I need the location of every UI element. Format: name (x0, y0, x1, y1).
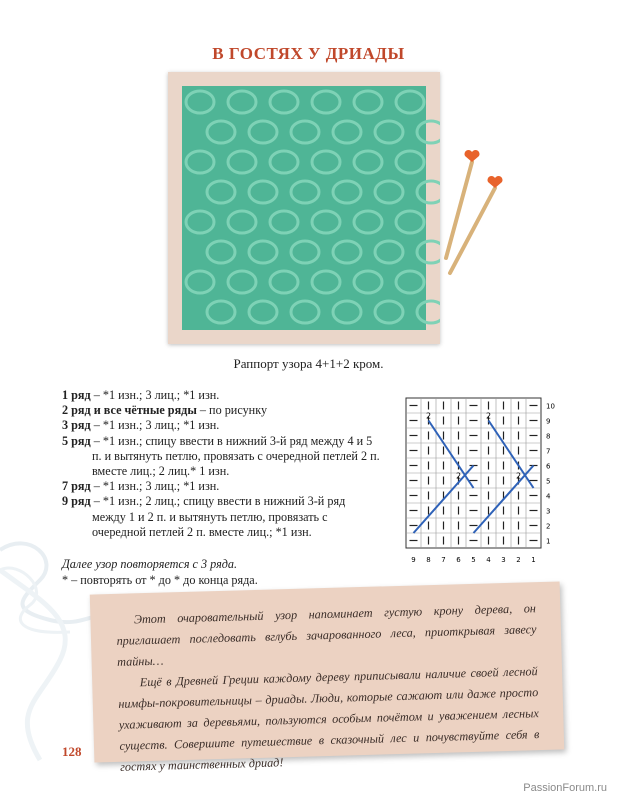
instruction-row-3: 3 ряд – *1 изн.; 3 лиц.; *1 изн. (62, 418, 220, 433)
story-paragraph-2: Ещё в Древней Греции каждому дереву приписывали наличие своей лесной нимфы-покровительницы – дриады. Люди, которые сажают или даже просто ухаживают за деревьями, пользуются особым почётом и уважением лесных существ. Совершите путешествие в сказочный лес и почувствуйте себя в гостях у таинственных дриад! (118, 664, 540, 774)
chart-row-number: 8 (546, 432, 551, 441)
instruction-row-5: 5 ряд – *1 изн.; спицу ввести в нижний 3-й ряд между 4 и 5 п. и вытянуть петлю, провязать с очередной петлей 2 п. вместе лиц.; 2 лиц.* 1 изн. (62, 433, 380, 479)
chart-row-number: 2 (546, 522, 551, 531)
chart-row-number: 4 (546, 492, 551, 501)
chart-col-number: 8 (426, 556, 431, 564)
chart-marker: 2 (515, 471, 522, 481)
chart-row-number: 5 (546, 477, 551, 486)
knitting-needles-icon (440, 148, 510, 278)
chart-row-number: 3 (546, 507, 551, 516)
chart-col-number: 4 (486, 556, 491, 564)
chart-marker: 2 (455, 471, 462, 481)
instruction-row-2: 2 ряд и все чётные ряды – по рисунку (62, 403, 268, 418)
chart-col-number: 2 (516, 556, 521, 564)
chart-col-number: 9 (411, 556, 416, 564)
chart-marker: 2 (425, 411, 432, 421)
chart-row-number: 9 (546, 417, 551, 426)
pattern-notes (62, 556, 382, 588)
pattern-caption: Раппорт узора 4+1+2 кром. (233, 356, 384, 371)
instruction-row-9: 9 ряд – *1 изн.; 2 лиц.; спицу ввести в нижний 3-й ряд между 1 и 2 п. и вытянуть петлю, провязать с очередной петлей 2 п. вместе лиц.; *1 изн. (62, 494, 346, 539)
story-paragraph-1: Этот очаровательный узор напоминает густую крону дерева, он приглашает последовать вглубь зачарованного леса, приоткрывая завесу тайны… (116, 601, 537, 669)
knit-sample-photo (168, 72, 440, 344)
page-title: В ГОСТЯХ У ДРИАДЫ (212, 44, 405, 63)
chart-row-number: 7 (546, 447, 551, 456)
instructions (62, 388, 380, 540)
watermark: PassionForum.ru (523, 782, 607, 794)
chart-col-number: 7 (441, 556, 446, 564)
page-number: 128 (62, 744, 82, 759)
instruction-row-7: 7 ряд – *1 изн.; 3 лиц.; *1 изн. (62, 479, 220, 494)
story-box (92, 588, 562, 774)
star-note: * – повторять от * до * до конца ряда. (62, 573, 258, 587)
chart-col-number: 6 (456, 556, 461, 564)
chart-row-number: 6 (546, 462, 551, 471)
chart-marker: 2 (485, 411, 492, 421)
story-text (116, 598, 541, 778)
instruction-row-1: 1 ряд – *1 изн.; 3 лиц.; *1 изн. (62, 388, 220, 402)
chart-col-number: 3 (501, 556, 506, 564)
chart-col-number: 1 (531, 556, 536, 564)
chart-col-number: 5 (471, 556, 476, 564)
chart-row-number: 1 (546, 537, 551, 546)
repeat-note: Далее узор повторяется с 3 ряда. (62, 557, 238, 571)
knitting-chart (400, 394, 560, 570)
chart-row-number: 10 (546, 402, 555, 411)
